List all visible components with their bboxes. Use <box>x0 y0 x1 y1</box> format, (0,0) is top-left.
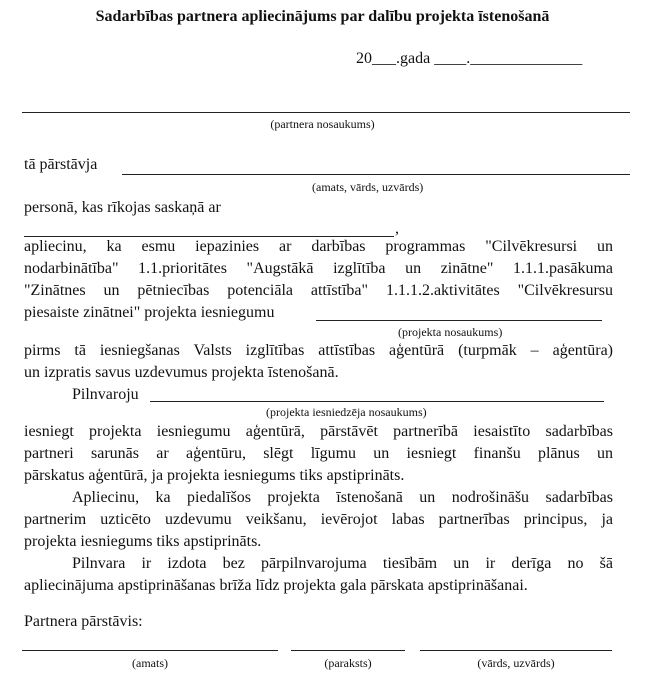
para2-line-2: un izpratis savus uzdevumus projekta īstenošanā. <box>24 364 339 381</box>
caption-signature: (paraksts) <box>324 656 372 670</box>
project-name-line[interactable] <box>316 320 602 321</box>
sig-signature-line[interactable] <box>291 650 405 651</box>
submitter-name-line[interactable] <box>150 401 604 402</box>
sig-name-line[interactable] <box>420 650 612 651</box>
para4-line-2: partnerim uzticēto uzdevumu veikšanu, ievērojot labas partnerības principus, ja <box>24 511 613 528</box>
caption-partner-name: (partnera nosaukums) <box>270 117 375 131</box>
para1-line-4: piesaiste zinātnei" projekta iesniegumu <box>24 304 275 321</box>
para3-line-1: iesniegt projekta iesniegumu aģentūrā, pārstāvēt partnerībā iesaistīto sadarbības <box>24 423 613 440</box>
para5-line-2: apliecinājuma apstiprināšanas brīža līdz projekta gala pārskata apstiprināšanai. <box>24 577 528 594</box>
para1-line-3: "Zinātnes un pētniecības potenciāla attīstība" 1.1.1.2.aktivitātes "Cilvēkresursu <box>24 282 613 299</box>
para1-line-1: apliecinu, ka esmu iepazinies ar darbības programmas "Cilvēkresursi un <box>24 238 613 255</box>
para4-line-3: projekta iesniegums tiks apstiprināts. <box>24 533 262 550</box>
caption-project-name: (projekta nosaukums) <box>398 325 503 339</box>
para3-line-2: partneri sarunās ar aģentūru, slēgt līgumu un iesniegt finanšu plānus un <box>24 445 613 462</box>
para5-line-1: Pilnvara ir izdota bez pārpilnvarojuma tiesībām un ir derīga no šā <box>72 555 613 572</box>
date-line[interactable]: 20___.gada ____.______________ <box>356 50 583 67</box>
caption-position-name: (amats, vārds, uzvārds) <box>312 180 424 194</box>
basis-line[interactable] <box>24 236 394 237</box>
para2-line-1: pirms tā iesniegšanas Valsts izglītības attīstības aģentūrā (turpmāk – aģentūra) <box>24 342 613 359</box>
caption-submitter-name: (projekta iesniedzēja nosaukums) <box>266 405 427 419</box>
signatory-label: Partnera pārstāvis: <box>24 613 143 630</box>
para1-line-2: nodarbinātība" 1.1.prioritātes "Augstākā izglītība un zinātne" 1.1.1.pasākuma <box>24 260 613 277</box>
para4-line-1: Apliecinu, ka piedalīšos projekta īstenošanā un nodrošināšu sadarbības <box>72 489 613 506</box>
partner-name-line[interactable] <box>22 112 630 113</box>
page-title: Sadarbības partnera apliecinājums par dalību projekta īstenošanā <box>95 8 550 25</box>
person-acting-text: personā, kas rīkojas saskaņā ar <box>24 199 221 216</box>
authorize-label: Pilnvaroju <box>72 386 139 403</box>
representative-label: tā pārstāvja <box>24 156 98 173</box>
sig-position-line[interactable] <box>22 650 278 651</box>
representative-line[interactable] <box>122 174 630 175</box>
para3-line-3: pārskatus aģentūrā, ja projekta iesniegums tiks apstiprināts. <box>24 467 405 484</box>
caption-position: (amats) <box>132 656 168 670</box>
caption-name: (vārds, uzvārds) <box>477 656 555 670</box>
blank-comma: , <box>395 220 399 237</box>
